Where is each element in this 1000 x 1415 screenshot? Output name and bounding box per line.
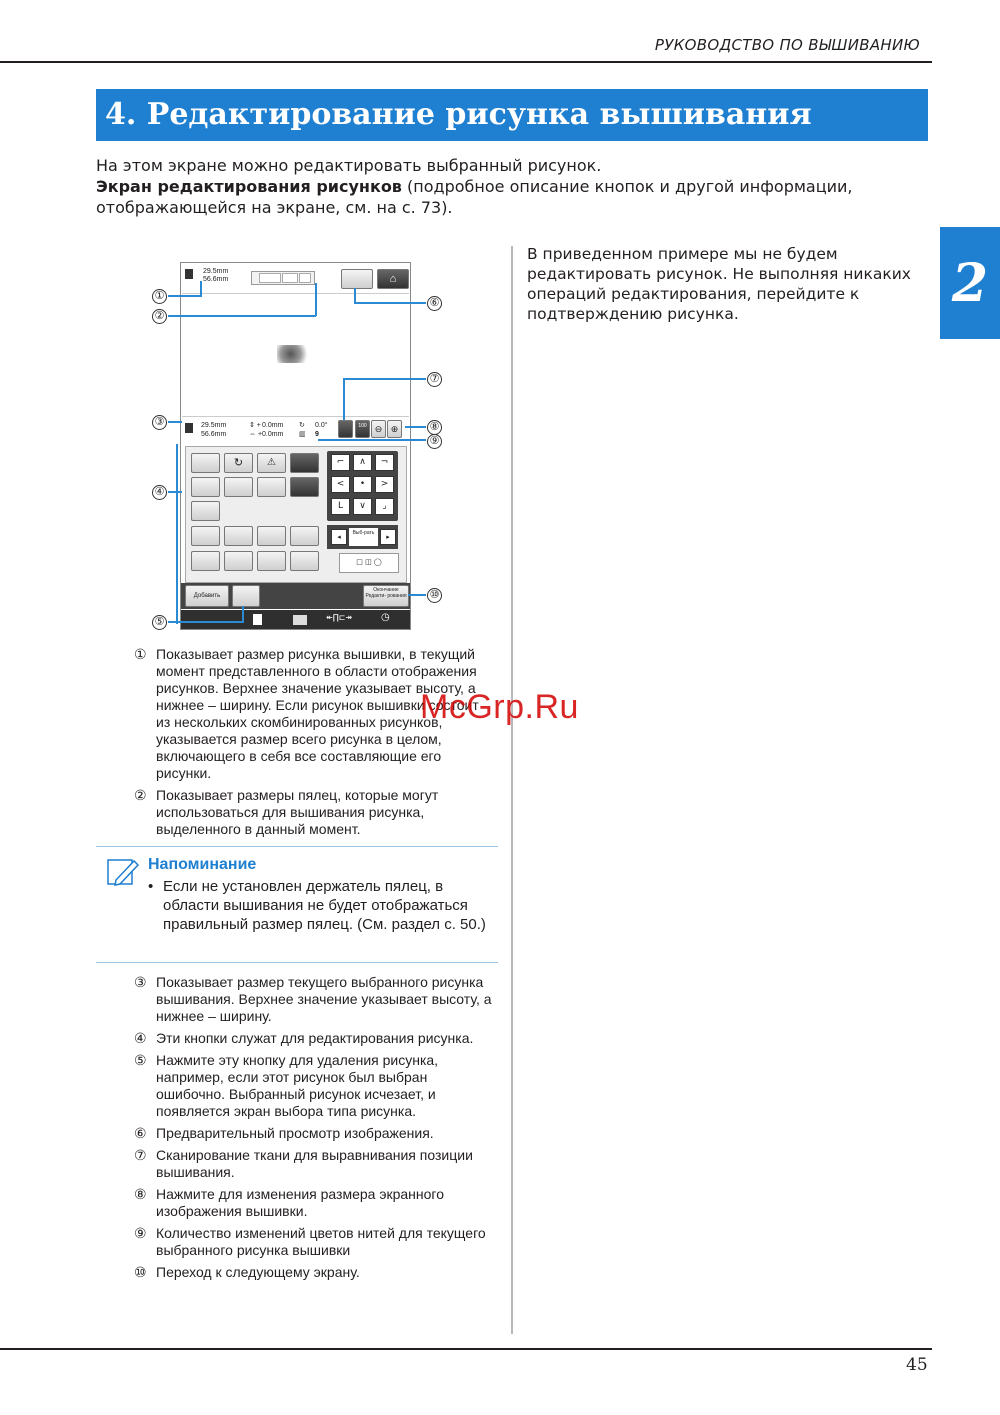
text-arc-button[interactable] [224, 526, 253, 546]
description-text: Предварительный просмотр изображения. [156, 1125, 434, 1141]
callout-8: ⑧ [427, 420, 442, 435]
arrow-down-button[interactable]: ∨ [353, 498, 372, 515]
description-text: Количество изменений цветов нитей для текущего выбранного рисунка вышивки [156, 1225, 486, 1258]
description-item [134, 787, 496, 838]
home-button[interactable] [377, 269, 409, 289]
offset-horizontal: 0.0mm [262, 431, 284, 438]
callout-2: ② [152, 309, 167, 324]
callout-7: ⑦ [427, 372, 442, 387]
running-title: РУКОВОДСТВО ПО ВЫШИВАНИЮ [654, 36, 920, 54]
callout-3: ③ [152, 415, 167, 430]
memo-pencil-icon [106, 856, 140, 888]
zoom-level: 100 [355, 420, 370, 438]
callout-1: ① [152, 289, 167, 304]
page-number: 45 [906, 1355, 928, 1375]
size-top-width: 56.6mm [203, 276, 229, 283]
thread-icon: ▥ [299, 431, 306, 438]
description-num: ⑩ [134, 1264, 147, 1280]
memo-content: Если не установлен держатель пялец, в области вышивания не будет отображаться правильный размер пялец. (См. раздел с. 50.) [163, 878, 486, 933]
zoom-in-button[interactable]: ⊕ [387, 420, 402, 438]
text-border-button[interactable] [290, 551, 319, 571]
intro-text [96, 155, 896, 218]
arrow-up-right-button[interactable]: ¬ [375, 454, 394, 471]
angle-value: 0.0° [315, 422, 328, 429]
description-item [134, 1125, 496, 1142]
density-button[interactable] [290, 453, 319, 473]
description-list-a [134, 646, 496, 843]
text-style-button[interactable] [191, 551, 220, 571]
arrow-down-right-button[interactable]: ⌟ [375, 498, 394, 515]
size-icon [185, 269, 193, 279]
callout-4: ④ [152, 485, 167, 500]
memo-bullet: • [148, 878, 154, 895]
delete-button[interactable] [232, 585, 260, 607]
description-num: ⑧ [134, 1186, 147, 1202]
camera-scan-button[interactable] [338, 420, 353, 438]
memo-title: Напоминание [148, 856, 257, 873]
preview-button[interactable] [341, 269, 373, 289]
hoop-icon [259, 273, 281, 283]
chapter-tab: 2 [940, 227, 1000, 339]
description-num: ① [134, 646, 147, 662]
description-item [134, 974, 496, 1025]
offset-vertical: 0.0mm [262, 422, 284, 429]
text-edit-button[interactable] [257, 551, 286, 571]
rotate-icon: ↻ [299, 422, 305, 429]
group-select-box[interactable]: □ ◫ ◯ [339, 553, 399, 573]
callout-6: ⑥ [427, 296, 442, 311]
text-spacing-button[interactable] [191, 526, 220, 546]
column-divider [511, 246, 513, 1334]
text-shape-button[interactable] [290, 526, 319, 546]
select-next-button[interactable]: ▸ [380, 529, 396, 545]
arrow-left-button[interactable]: < [331, 476, 350, 493]
description-item [134, 1264, 496, 1281]
intro-bold-label: Экран редактирования рисунков [96, 177, 402, 196]
intro-rest: (подробное описание кнопок и другой информации, отображающейся на экране, см. на с. 73). [96, 177, 853, 217]
footer-rule [0, 1348, 932, 1350]
text-char-spacing-button[interactable] [257, 526, 286, 546]
callout-10: ⑩ [427, 588, 442, 603]
arrow-down-left-button[interactable]: L [331, 498, 350, 515]
intro-line2 [96, 176, 896, 218]
callout-9: ⑨ [427, 434, 442, 449]
description-text: Нажмите для изменения размера экранного изображения вышивки. [156, 1186, 445, 1219]
description-text: Показывает размер рисунка вышивки, в текущий момент представленного в области отображения рисунков. Верхнее значение указывает высоту, а нижнее – ширину. Если рисунок вышивки состоит из нескольких скомбинированных рисунков, указывается размер всего рисунка в целом, включающего в себя все составляющие его рисунки. [156, 646, 479, 781]
center-button[interactable]: • [353, 476, 372, 493]
description-num: ⑥ [134, 1125, 147, 1141]
text-frame-button[interactable] [224, 551, 253, 571]
barcode-icon [293, 615, 307, 625]
end-edit-button[interactable]: Окончание Редакти- рования [363, 585, 409, 607]
callout-5: ⑤ [152, 615, 167, 630]
description-item [134, 1225, 496, 1259]
description-list-b [134, 974, 496, 1286]
add-button[interactable]: Добавить [185, 585, 229, 607]
size-bottom-width: 56.6mm [201, 431, 227, 438]
color-button[interactable] [290, 477, 319, 497]
multi-color-button[interactable] [191, 477, 220, 497]
rotate-button[interactable]: ↻ [224, 453, 253, 473]
size-bottom-height: 29.5mm [201, 422, 227, 429]
description-num: ④ [134, 1030, 147, 1046]
hoop-icon [282, 273, 298, 283]
description-text: Нажмите эту кнопку для удаления рисунка, например, если этот рисунок был выбран ошибочно. Выбранный рисунок исчезает, и появляется экран выбора типа рисунка. [156, 1052, 439, 1119]
description-item [134, 1052, 496, 1120]
description-num: ③ [134, 974, 147, 990]
mirror-button[interactable]: ⚠ [257, 453, 286, 473]
hoop-icon [299, 273, 311, 283]
embroidery-pattern [277, 345, 311, 363]
select-prev-button[interactable]: ◂ [331, 529, 347, 545]
file-icon [253, 614, 262, 625]
size-button[interactable] [191, 453, 220, 473]
home-icon: ⌂ [389, 273, 397, 285]
description-text: Эти кнопки служат для редактирования рисунка. [156, 1030, 474, 1046]
size-top-height: 29.5mm [203, 268, 229, 275]
description-item [134, 1186, 496, 1220]
select-label: Выб-рать [349, 528, 378, 546]
arrow-right-button[interactable]: > [375, 476, 394, 493]
arrow-up-left-button[interactable]: ⌐ [331, 454, 350, 471]
description-num: ② [134, 787, 147, 803]
description-item [134, 1147, 496, 1181]
arrow-up-button[interactable]: ∧ [353, 454, 372, 471]
description-text: Показывает размеры пялец, которые могут использоваться для вышивания рисунка, выделенного в данный момент. [156, 787, 439, 837]
zoom-out-button[interactable]: ⊖ [371, 420, 386, 438]
description-text: Переход к следующему экрану. [156, 1264, 360, 1280]
description-num: ⑦ [134, 1147, 147, 1163]
description-num: ⑤ [134, 1052, 147, 1068]
right-column-text: В приведенном примере мы не будем редактировать рисунок. Не выполняя никаких операций редактирования, перейдите к подтверждению рисунка. [527, 245, 911, 323]
edit-screen-illustration: 29.5mm 56.6mm ⌂ 29.5mm 56.6mm ⇕ + ⇔ + 0.0mm 0.0mm ↻ ▥ 0.0° 9 100 ⊖ ⊕ ↻ ⚠ ⌐ ∧ ¬ < • > L ∨ ⌟ ◂ Выб-рать ▸ □ ◫ ◯ Добавить Окончание Редакти- рования ↞∏⊏↠ ◷ [180, 262, 411, 630]
description-text: Сканирование ткани для выравнивания позиции вышивания. [156, 1147, 473, 1180]
description-item [134, 1030, 496, 1047]
intro-line1: На этом экране можно редактировать выбранный рисунок. [96, 156, 602, 175]
watermark: McGrp.Ru [420, 688, 579, 726]
array-button[interactable] [224, 477, 253, 497]
border-button[interactable] [257, 477, 286, 497]
applique-button[interactable] [191, 501, 220, 521]
description-text: Показывает размер текущего выбранного рисунка вышивания. Верхнее значение указывает высоту, а нижнее – ширину. [156, 974, 492, 1024]
header-rule [0, 61, 932, 63]
thread-tension-icon: ↞∏⊏↠ [326, 613, 353, 622]
color-change-count: 9 [315, 431, 319, 438]
size-icon [185, 423, 193, 433]
section-title: 4. Редактирование рисунка вышивания [96, 89, 928, 141]
memo-text [148, 877, 493, 934]
clock-icon: ◷ [381, 612, 390, 623]
description-num: ⑨ [134, 1225, 147, 1241]
